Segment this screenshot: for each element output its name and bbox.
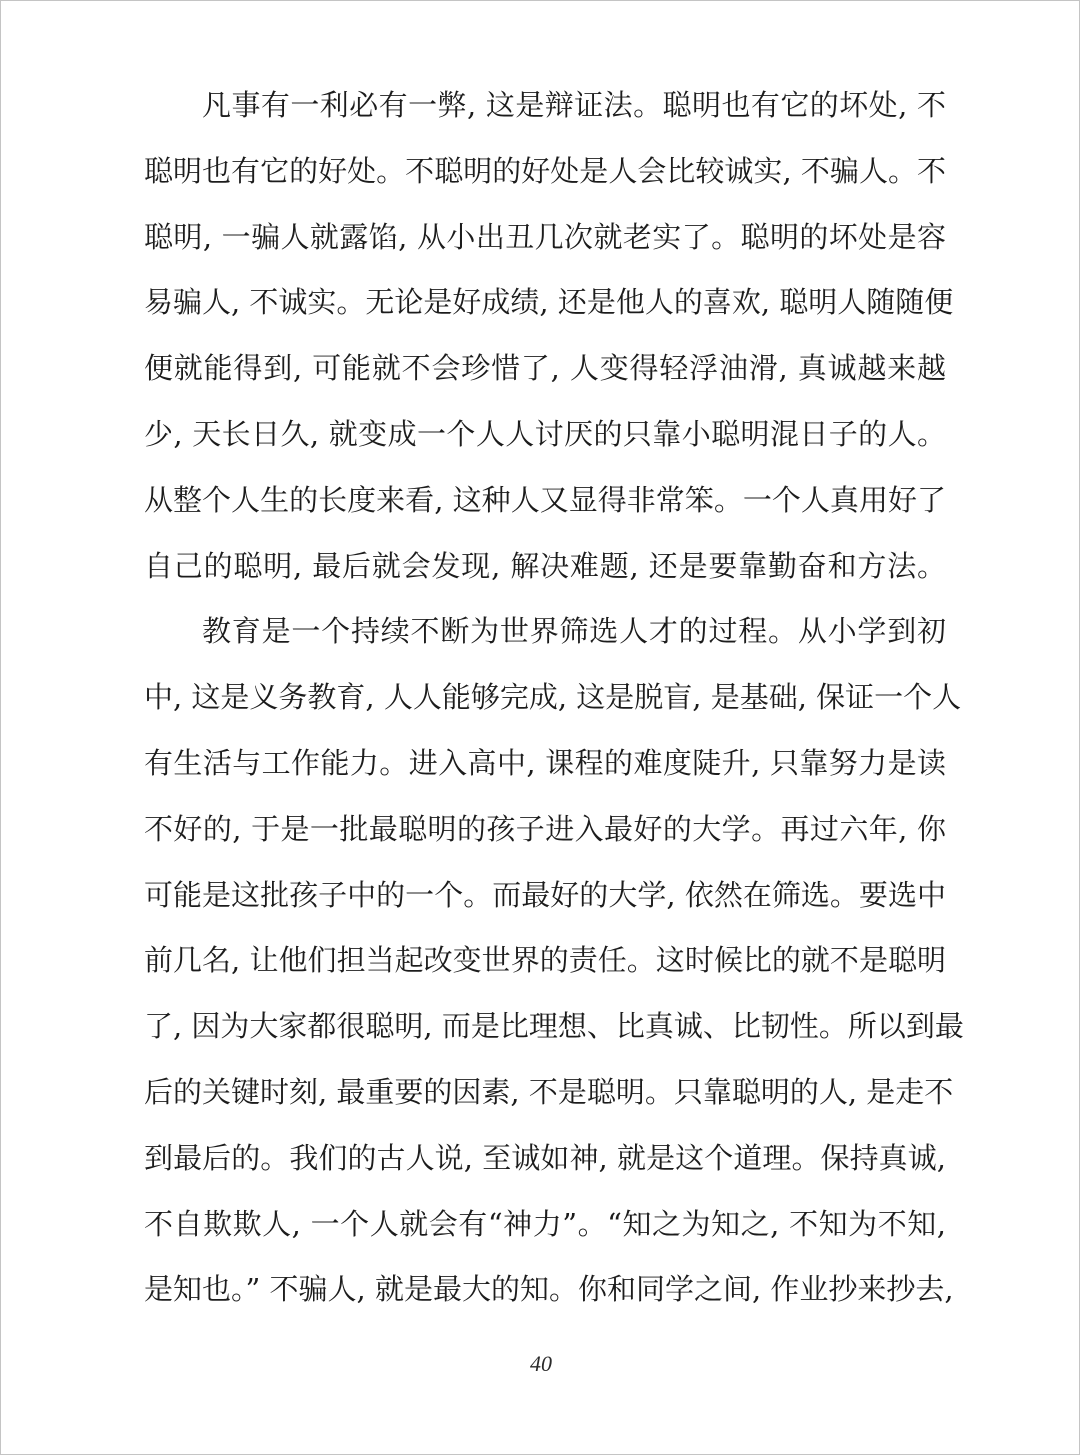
text-line: 不自欺欺人, 一个人就会有“神力”。“知之为知之, 不知为不知, <box>144 1206 946 1241</box>
text-line: 教育是一个持续不断为世界筛选人才的过程。从小学到初 <box>202 614 946 649</box>
text-line: 有生活与工作能力。进入高中, 课程的难度陡升, 只靠努力是读 <box>144 745 946 780</box>
text-line: 易骗人, 不诚实。无论是好成绩, 还是他人的喜欢, 聪明人随随便 <box>144 285 954 320</box>
text-line: 聪明也有它的好处。不聪明的好处是人会比较诚实, 不骗人。不 <box>144 153 946 188</box>
page-body-text <box>144 73 964 1323</box>
text-line: 到最后的。我们的古人说, 至诚如神, 就是这个道理。保持真诚, <box>144 1140 946 1175</box>
text-line: 从整个人生的长度来看, 这种人又显得非常笨。一个人真用好了 <box>144 482 946 517</box>
page-number: 40 <box>530 1351 552 1376</box>
text-line: 可能是这批孩子中的一个。而最好的大学, 依然在筛选。要选中 <box>144 877 946 912</box>
text-line: 自己的聪明, 最后就会发现, 解决难题, 还是要靠勤奋和方法。 <box>144 548 946 583</box>
text-line: 中, 这是义务教育, 人人能够完成, 这是脱盲, 是基础, 保证一个人 <box>144 680 962 715</box>
text-line: 少, 天长日久, 就变成一个人人讨厌的只靠小聪明混日子的人。 <box>144 416 946 451</box>
text-line: 聪明, 一骗人就露馅, 从小出丑几次就老实了。聪明的坏处是容 <box>144 219 946 254</box>
paragraph-2 <box>144 599 964 1323</box>
text-line: 凡事有一利必有一弊, 这是辩证法。聪明也有它的坏处, 不 <box>202 88 946 122</box>
text-line: 便就能得到, 可能就不会珍惜了, 人变得轻浮油滑, 真诚越来越 <box>144 351 946 386</box>
text-line: 是知也。” 不骗人, 就是最大的知。你和同学之间, 作业抄来抄去, <box>144 1272 954 1307</box>
text-line: 了, 因为大家都很聪明, 而是比理想、比真诚、比韧性。所以到最 <box>144 1009 964 1044</box>
paragraph-1 <box>144 73 954 599</box>
text-line: 前几名, 让他们担当起改变世界的责任。这时候比的就不是聪明 <box>144 943 946 978</box>
text-line: 后的关键时刻, 最重要的因素, 不是聪明。只靠聪明的人, 是走不 <box>144 1074 954 1109</box>
text-line: 不好的, 于是一批最聪明的孩子进入最好的大学。再过六年, 你 <box>144 811 946 846</box>
